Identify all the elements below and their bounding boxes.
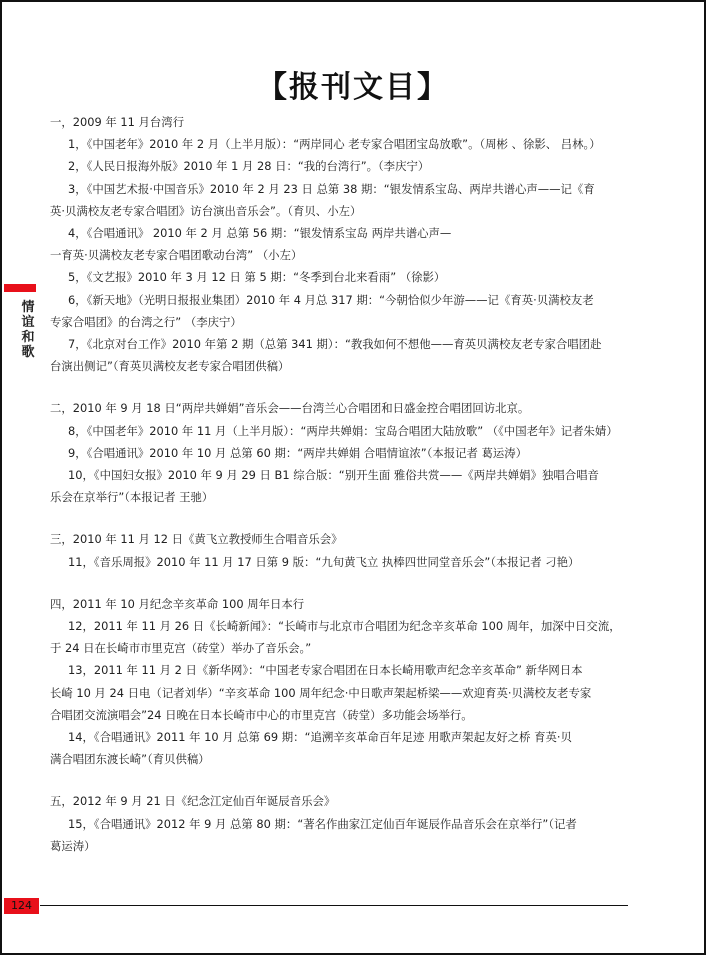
- list-item: [50, 289, 630, 333]
- page-title: 【报刊文目】: [257, 70, 449, 105]
- section-heading: 二，2010 年 9 月 18 日“两岸共婵娟”音乐会——台湾兰心合唱团和日盛金控合唱团回访北京。: [50, 401, 530, 416]
- list-item: [50, 333, 630, 377]
- item-line: 合唱团交流演唱会”24 日晚在日本长崎市中心的市里克宫（砖堂）多功能会场举行。: [50, 707, 473, 722]
- item-line: 长崎 10 月 24 日电（记者刘华）“辛亥革命 100 周年纪念·中日歌声架起桥梁——欢迎育英·贝满校友老专家: [50, 685, 592, 700]
- item-line: 15，《合唱通讯》2012 年 9 月 总第 80 期：“著名作曲家江定仙百年诞辰作品音乐会在京举行”（记者: [68, 816, 577, 831]
- item-line: 一育英·贝满校友老专家合唱团歌动台湾” （小左）: [50, 248, 303, 263]
- section-heading: 四，2011 年 10 月纪念辛亥革命 100 周年日本行: [50, 596, 305, 611]
- item-line: 于 24 日在长崎市市里克宫（砖堂）举办了音乐会。”: [50, 641, 312, 656]
- list-item: [50, 442, 630, 464]
- list-item: [50, 222, 630, 266]
- item-line: 满合唱团东渡长崎”（育贝供稿）: [50, 752, 210, 767]
- item-line: 4，《合唱通讯》 2010 年 2 月 总第 56 期：“银发情系宝岛 两岸共谱心声—: [68, 226, 452, 241]
- section-heading: 五，2012 年 9 月 21 日《纪念江定仙百年诞辰音乐会》: [50, 794, 336, 809]
- list-item: [50, 813, 630, 857]
- page-number: 124: [4, 898, 39, 914]
- item-line: 11，《音乐周报》2010 年 11 月 17 日第 9 版：“九旬黄飞立 执棒四世同堂音乐会”（本报记者 刁艳）: [68, 554, 580, 569]
- side-accent-bar: [4, 284, 36, 292]
- list-item: [50, 464, 630, 508]
- list-item: [50, 178, 630, 222]
- list-item: [50, 266, 630, 288]
- item-line: 7，《北京对台工作》2010 年第 2 期（总第 341 期）：“教我如何不想他——育英贝满校友老专家合唱团赴: [68, 337, 602, 352]
- side-chapter-label: 情谊和歌: [21, 300, 35, 360]
- section-heading: 一，2009 年 11 月台湾行: [50, 115, 185, 129]
- item-line: 2，《人民日报海外版》2010 年 1 月 28 日：“我的台湾行”。（李庆宁）: [68, 159, 430, 174]
- list-item: [50, 155, 630, 177]
- item-line: 专家合唱团》的台湾之行” （李庆宁）: [50, 314, 242, 329]
- item-line: 13，2011 年 11 月 2 日《新华网》：“中国老专家合唱团在日本长崎用歌声纪念辛亥革命” 新华网日本: [68, 663, 583, 678]
- list-item: [50, 615, 630, 659]
- item-line: 8，《中国老年》2010 年 11 月（上半月版）：“两岸共婵娟：宝岛合唱团大陆放歌” （《中国老年》记者朱婧）: [68, 423, 618, 438]
- item-line: 1，《中国老年》2010 年 2 月（上半月版）：“两岸同心 老专家合唱团宝岛放歌”。（周彬 、徐影、 吕林。）: [68, 137, 601, 152]
- list-item: [50, 726, 630, 770]
- footer-divider: [40, 905, 628, 906]
- item-line: 台演出侧记”（育英贝满校友老专家合唱团供稿）: [50, 359, 290, 374]
- item-line: 12，2011 年 11 月 26 日《长崎新闻》：“长崎市与北京市合唱团为纪念辛亥革命 100 周年，加深中日交流，: [68, 619, 621, 634]
- item-line: 3，《中国艺术报·中国音乐》2010 年 2 月 23 日 总第 38 期：“银发情系宝岛、两岸共谱心声——记《育: [68, 181, 595, 196]
- item-line: 14，《合唱通讯》2011 年 10 月 总第 69 期：“追溯辛亥革命百年足迹 用歌声架起友好之桥 育英·贝: [68, 730, 572, 745]
- list-item: [50, 133, 630, 155]
- item-line: 10，《中国妇女报》2010 年 9 月 29 日 B1 综合版：“别开生面 雅俗共赏——《两岸共婵娟》独唱合唱音: [68, 468, 599, 483]
- section-2012-jiang-dingxian: [50, 790, 630, 857]
- section-2010-concert: [50, 397, 630, 508]
- section-2010-huang-feili: [50, 528, 630, 572]
- list-item: [50, 659, 630, 726]
- bibliography-list: [50, 111, 630, 857]
- item-line: 英·贝满校友老专家合唱团》访台演出音乐会”。（育贝、小左）: [50, 203, 362, 218]
- item-line: 葛运涛）: [50, 838, 96, 853]
- item-line: 6，《新天地》（光明日报报业集团）2010 年 4 月总 317 期：“今朝恰似少年游——记《育英·贝满校友老: [68, 292, 594, 307]
- list-item: [50, 551, 630, 573]
- item-line: 乐会在京举行”（本报记者 王驰）: [50, 490, 214, 505]
- item-line: 9，《合唱通讯》2010 年 10 月 总第 60 期：“两岸共婵娟 合唱情谊浓”（本报记者 葛运涛）: [68, 445, 528, 460]
- list-item: [50, 420, 630, 442]
- item-line: 5，《文艺报》2010 年 3 月 12 日 第 5 期：“冬季到台北来看雨” （徐影）: [68, 270, 446, 285]
- section-2011-japan: [50, 593, 630, 771]
- section-heading: 三，2010 年 11 月 12 日《黄飞立教授师生合唱音乐会》: [50, 532, 343, 547]
- section-2009-taiwan: [50, 111, 630, 377]
